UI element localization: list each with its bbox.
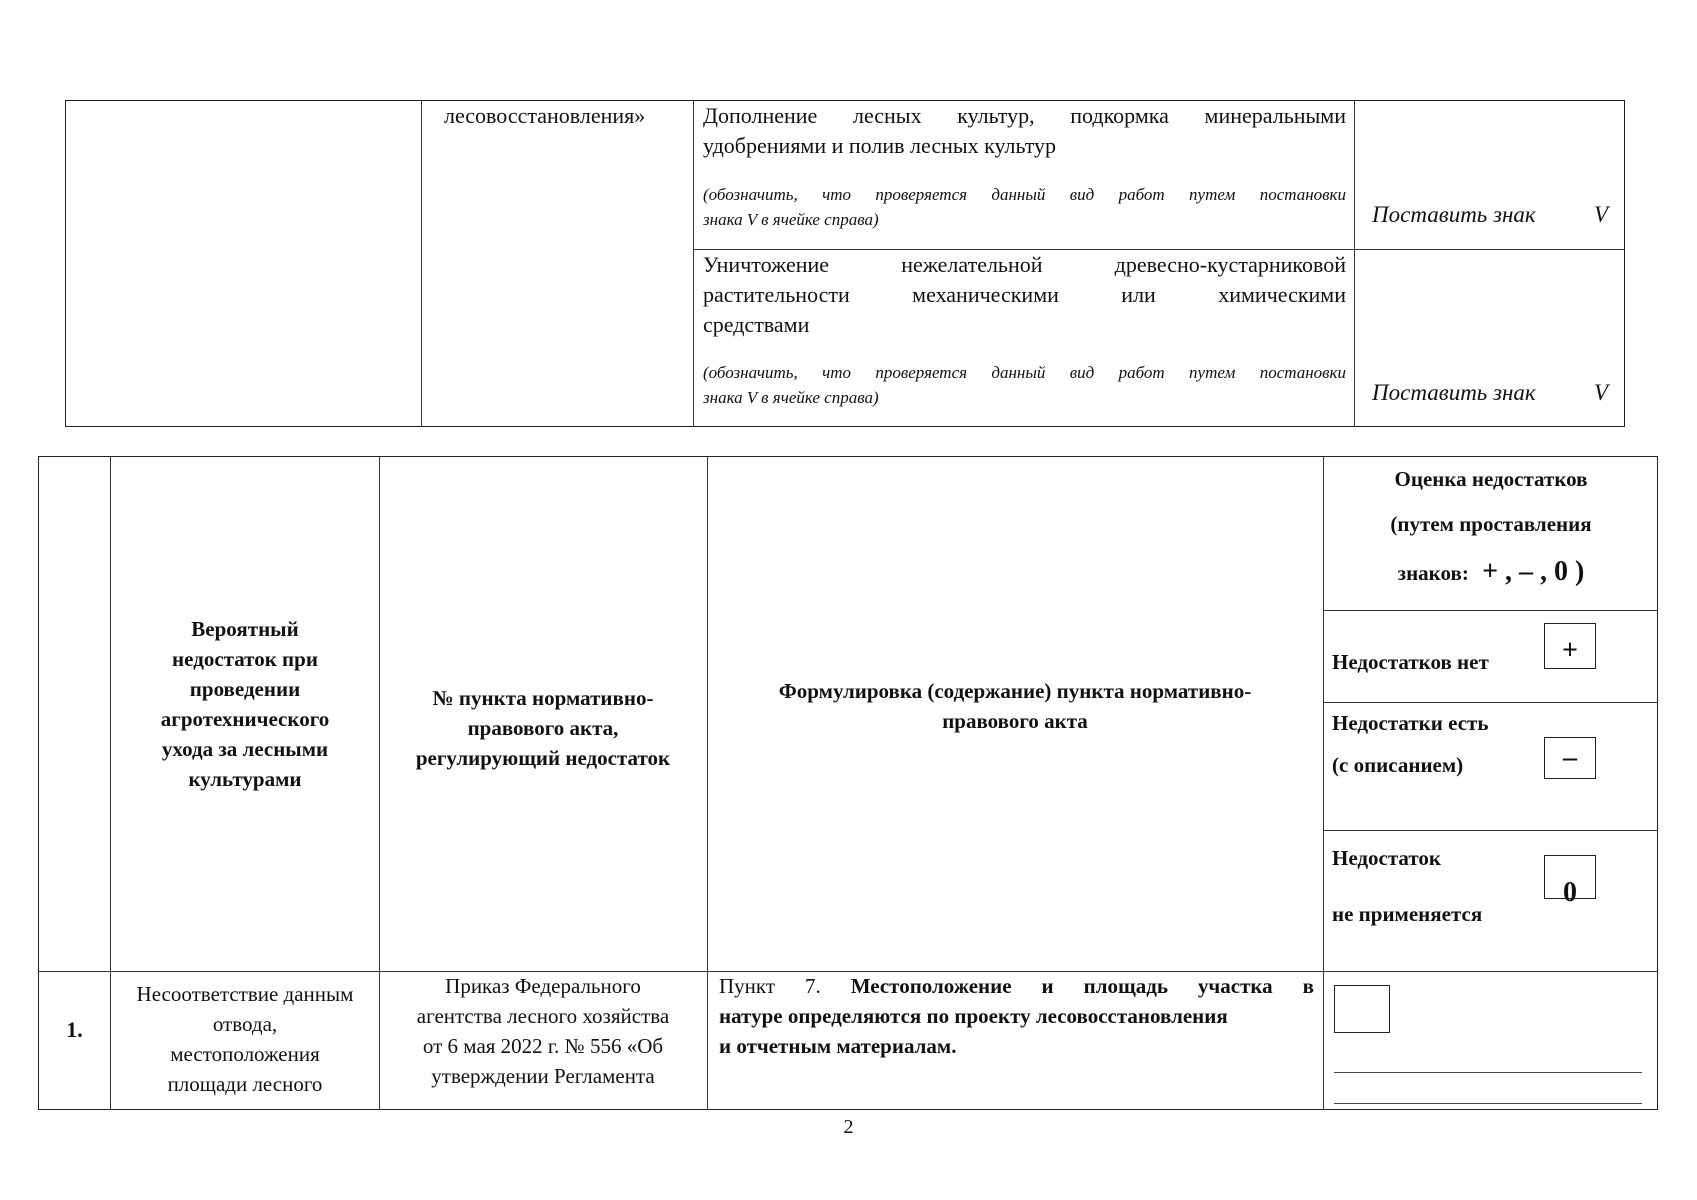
column-divider xyxy=(707,457,708,1109)
header-line xyxy=(1331,547,1651,598)
header-line: ухода за лесными xyxy=(161,737,329,761)
mark-label: Поставить знак xyxy=(1372,380,1536,405)
mark-symbol[interactable]: V xyxy=(1594,202,1609,227)
column-divider xyxy=(1354,101,1355,426)
cell-line: Приказ Федерального xyxy=(445,974,641,998)
clause-prefix: Пункт 7. xyxy=(719,974,821,998)
cell-line: утверждении Регламента xyxy=(431,1064,655,1088)
minus-icon: – xyxy=(1563,742,1577,773)
plus-icon: + xyxy=(1562,635,1578,666)
work-type-title-cont: удобрениями и полив лесных культур xyxy=(703,133,1057,158)
description-line[interactable] xyxy=(1334,1072,1642,1073)
option-no-defects-label: Недостатков нет xyxy=(1332,650,1489,674)
clause-cell xyxy=(719,971,1314,1061)
column-divider xyxy=(379,457,380,1109)
header-line: (путем проставления xyxy=(1390,512,1592,536)
signs-label: знаков: xyxy=(1397,561,1469,585)
cell-line: площади лесного xyxy=(167,1072,323,1096)
column-divider xyxy=(110,457,111,1109)
work-type-title-cont: средствами xyxy=(703,312,810,337)
header-line: культурами xyxy=(188,767,302,791)
cell-line: Несоответствие данным xyxy=(136,982,354,1006)
clause-bold: Местоположение и площадь участка в xyxy=(850,974,1314,998)
header-line: проведении xyxy=(189,677,301,701)
column-divider xyxy=(421,101,422,426)
header-line: недостаток при xyxy=(172,647,318,671)
column-divider xyxy=(693,101,694,426)
cell-line: отвода, xyxy=(212,1012,278,1036)
description-line[interactable] xyxy=(1334,1103,1642,1104)
work-type-note-cont: знака V в ячейке справа) xyxy=(703,388,879,407)
option-line: (с описанием) xyxy=(1332,753,1464,777)
header-line: № пункта нормативно- xyxy=(432,686,654,710)
work-type-note: (обозначить, что проверяется данный вид работ путем постановки xyxy=(703,363,1346,382)
work-type-title: Дополнение лесных культур, подкормка минеральными xyxy=(703,103,1346,128)
checkbox-no-defects[interactable] xyxy=(1544,623,1596,669)
defect-cell xyxy=(113,979,377,1099)
option-defects-label xyxy=(1332,702,1488,786)
work-type-title-cont: растительности механическими или химическими xyxy=(703,282,1346,307)
header-line: Формулировка (содержание) пункта нормативно- xyxy=(778,679,1252,703)
col2-text: лесовосстановления» xyxy=(444,103,646,128)
option-line: Недостаток xyxy=(1332,846,1441,870)
checkbox-defects[interactable] xyxy=(1544,737,1596,779)
cell-line: местоположения xyxy=(170,1042,320,1066)
cell-line: от 6 мая 2022 г. № 556 «Об xyxy=(422,1034,664,1058)
cell-line: и отчетным материалам. xyxy=(719,1034,957,1058)
mark-label: Поставить знак xyxy=(1372,202,1536,227)
header-clause-text xyxy=(715,676,1315,736)
option-na-label xyxy=(1332,830,1482,942)
header-line: агротехнического xyxy=(160,707,330,731)
signs-symbols: + , – , 0 ) xyxy=(1482,556,1585,587)
mark-symbol[interactable]: V xyxy=(1594,380,1609,405)
header-line: Вероятный xyxy=(191,617,299,641)
header-defect xyxy=(119,614,371,794)
header-act-number xyxy=(387,683,699,773)
column-divider xyxy=(1323,457,1324,1109)
header-assessment xyxy=(1331,457,1651,598)
work-type-title: Уничтожение нежелательной древесно-кустарниковой xyxy=(703,252,1346,277)
header-line: правового акта xyxy=(942,709,1088,733)
act-cell xyxy=(382,971,704,1091)
cell-line xyxy=(719,971,1314,1001)
zero-icon: 0 xyxy=(1563,877,1577,908)
cell-line: натуре определяются по проекту лесовосстановления xyxy=(719,1004,1228,1028)
option-line: не применяется xyxy=(1332,902,1483,926)
header-line: правового акта, xyxy=(467,716,619,740)
work-type-note: (обозначить, что проверяется данный вид работ путем постановки xyxy=(703,185,1346,204)
row-divider xyxy=(1323,610,1657,611)
checkbox-not-applicable[interactable] xyxy=(1544,855,1596,908)
assessment-table xyxy=(38,456,1658,1110)
header-line: Оценка недостатков xyxy=(1394,467,1588,491)
option-line: Недостатки есть xyxy=(1332,711,1489,735)
work-type-note-cont: знака V в ячейке справа) xyxy=(703,210,879,229)
top-table xyxy=(65,100,1625,427)
header-line: регулирующий недостаток xyxy=(415,746,671,770)
assessment-input-box[interactable] xyxy=(1334,985,1390,1033)
page-number: 2 xyxy=(843,1116,854,1138)
row-number: 1. xyxy=(66,1017,83,1042)
cell-line: агентства лесного хозяйства xyxy=(416,1004,670,1028)
